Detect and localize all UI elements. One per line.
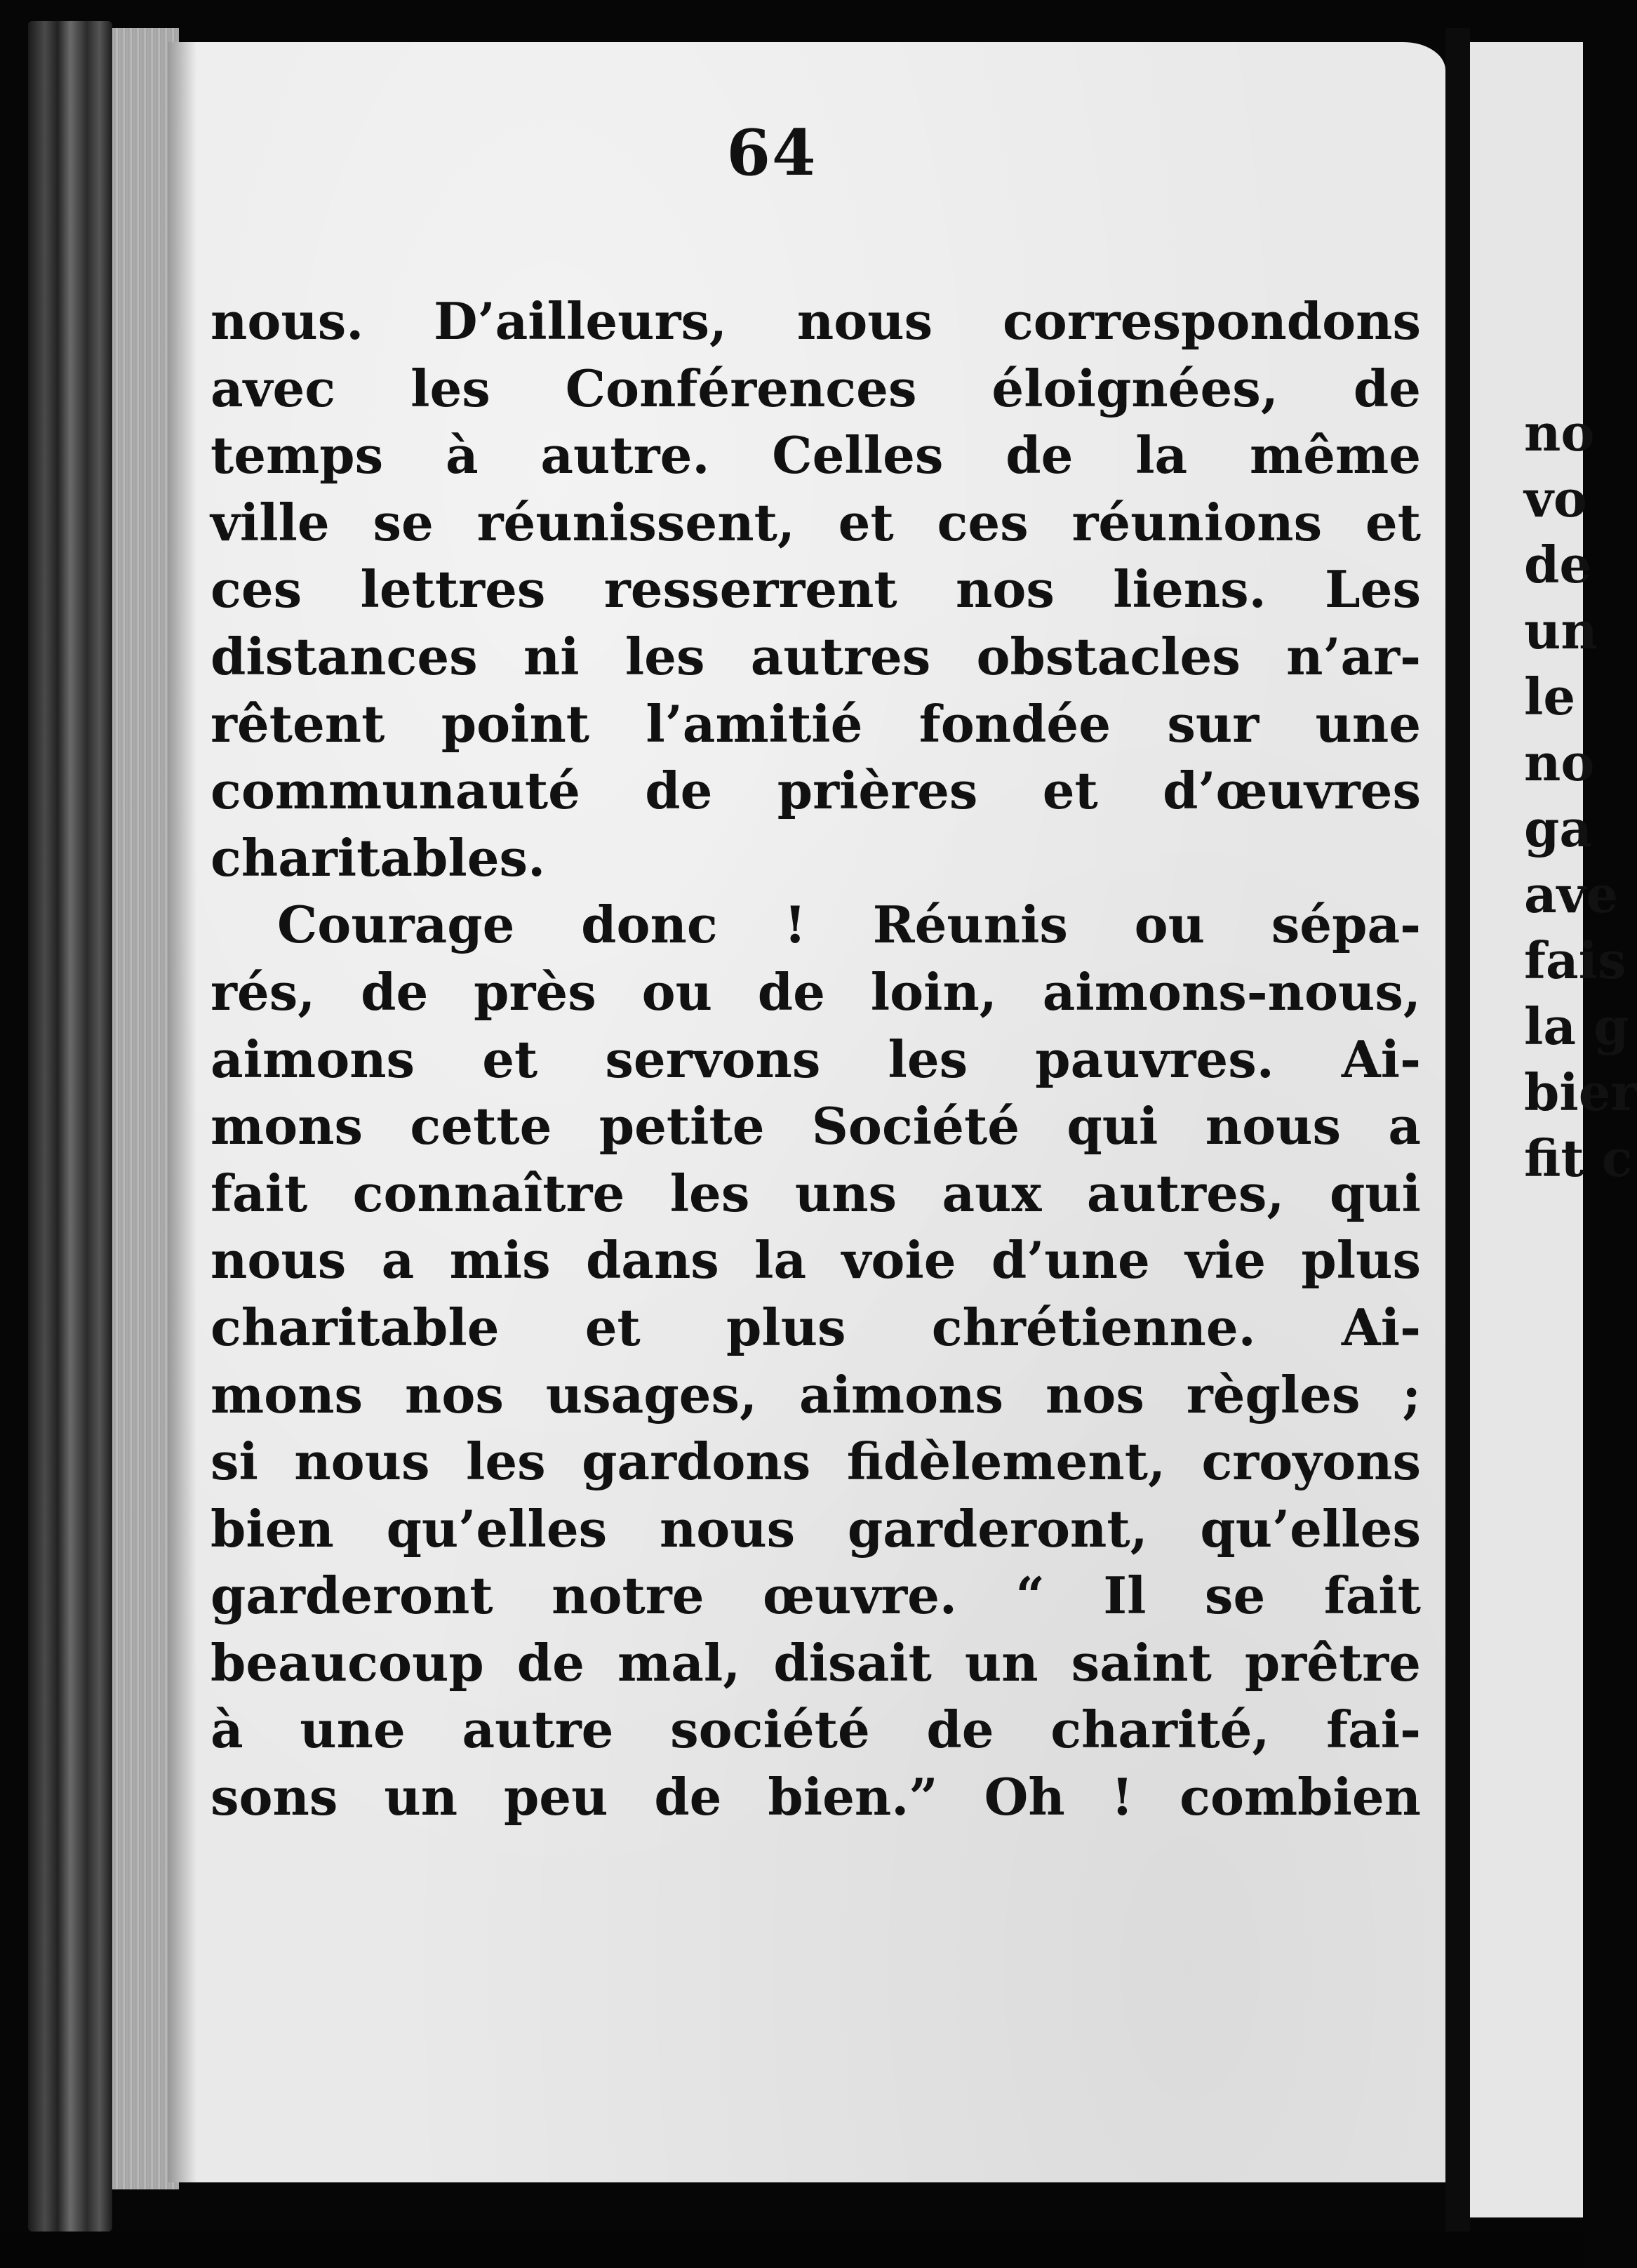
- text-line: beaucoup de mal, disait un saint prêtre: [211, 1632, 1421, 1693]
- scan-border: [0, 2232, 1583, 2268]
- text-line: sons un peu de bien.” Oh ! combien: [211, 1767, 1421, 1827]
- text-fragment: de: [1524, 535, 1592, 594]
- text-line: distances ni les autres obstacles n’ar-: [211, 626, 1421, 686]
- text-fragment: ga: [1524, 799, 1592, 858]
- text-line: mons nos usages, aimons nos règles ;: [211, 1364, 1421, 1425]
- text-fragment: un: [1524, 601, 1598, 660]
- text-line: temps à autre. Celles de la même: [211, 425, 1421, 486]
- text-line: fait connaître les uns aux autres, qui: [211, 1163, 1421, 1223]
- text-line: ville se réunissent, et ces réunions et: [211, 492, 1421, 552]
- book-spine: [28, 21, 112, 2232]
- page-divider: [1445, 28, 1470, 2232]
- text-line: rés, de près ou de loin, aimons-nous,: [211, 961, 1421, 1022]
- text-line: ces lettres resserrent nos liens. Les: [211, 559, 1421, 620]
- text-line: mons cette petite Société qui nous a: [211, 1096, 1421, 1156]
- text-line: charitable et plus chrétienne. Ai-: [211, 1297, 1421, 1357]
- text-line: si nous les gardons fidèlement, croyons: [211, 1432, 1421, 1492]
- text-fragment: fais: [1524, 930, 1626, 990]
- text-line: Courage donc ! Réunis ou sépa-: [277, 895, 1421, 955]
- text-line: nous a mis dans la voie d’une vie plus: [211, 1230, 1421, 1290]
- text-line: bien qu’elles nous garderont, qu’elles: [211, 1498, 1421, 1559]
- text-line: aimons et servons les pauvres. Ai-: [211, 1029, 1421, 1089]
- text-fragment: bier: [1524, 1062, 1637, 1122]
- text-fragment: le: [1524, 667, 1576, 726]
- text-fragment: ave: [1524, 865, 1619, 924]
- text-fragment: fit c: [1524, 1128, 1633, 1188]
- page-gutter-shadow: [168, 42, 196, 2182]
- text-line: communauté de prières et d’œuvres: [211, 761, 1421, 821]
- text-line: garderont notre œuvre. “ Il se fait: [211, 1566, 1421, 1626]
- text-line: rêtent point l’amitié fondée sur une: [211, 693, 1421, 754]
- text-line: charitables.: [211, 827, 546, 888]
- page-number: 64: [726, 116, 817, 190]
- text-fragment: la g: [1524, 996, 1629, 1056]
- page-text: [211, 288, 1421, 1831]
- text-fragment: vo: [1524, 469, 1587, 528]
- text-fragment: no: [1524, 733, 1595, 792]
- adjacent-page-text: [1524, 400, 1637, 1192]
- text-line: nous. D’ailleurs, nous correspondons: [211, 291, 1421, 351]
- text-line: à une autre société de charité, fai-: [211, 1700, 1421, 1760]
- text-line: avec les Conférences éloignées, de: [211, 358, 1421, 418]
- text-fragment: no: [1524, 403, 1595, 462]
